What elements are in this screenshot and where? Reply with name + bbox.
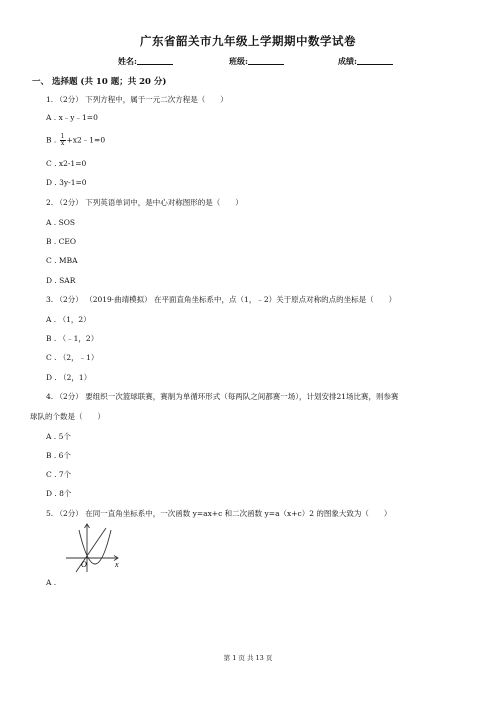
- question-3-option-c: C . （2，﹣1）: [46, 353, 99, 362]
- name-label: 姓名:: [118, 56, 137, 66]
- section-heading: 一、 选择题 (共 10 题；共 20 分): [32, 77, 167, 87]
- question-1-option-c: C . x2-1=0: [46, 159, 87, 168]
- page-title: 广东省韶关市九年级上学期期中数学试卷: [140, 34, 356, 48]
- question-3-stem: 3. （2分） （2019·曲靖模拟） 在平面直角坐标系中，点（1，﹣2）关于原点对称的点的坐标是（ ）: [46, 295, 397, 304]
- question-4-option-d: D . 8个: [46, 489, 72, 498]
- option-a-graph: [62, 522, 124, 574]
- question-3-option-a: A . （1，2）: [46, 315, 91, 324]
- question-1-option-a: A . x﹣y﹣1=0: [46, 113, 98, 122]
- name-field: [118, 56, 173, 67]
- x-axis-label: x: [115, 560, 119, 569]
- option-b-prefix: B .: [46, 135, 57, 145]
- question-4-option-a: A . 5个: [46, 432, 71, 441]
- origin-label: O: [81, 560, 87, 569]
- parabola-curve: [79, 530, 111, 564]
- question-2-option-b: B . CEO: [46, 237, 77, 246]
- class-label: 班级:: [229, 56, 248, 66]
- page-footer: 第 1 页 共 13 页: [223, 654, 273, 662]
- question-2-option-c: C . MBA: [46, 256, 78, 265]
- score-label: 成绩:: [338, 56, 357, 66]
- fraction-denominator: x: [60, 140, 65, 147]
- question-5-stem: 5. （2分） 在同一直角坐标系中，一次函数 y=ax+c 和二次函数 y=a（x+c）2 的图象大致为（ ）: [46, 509, 392, 518]
- fraction-numerator: 1: [60, 133, 65, 140]
- class-blank: [248, 56, 284, 65]
- question-5-option-a: A .: [46, 578, 57, 587]
- question-3-option-b: B . （﹣1，2）: [46, 334, 99, 343]
- question-1-option-d: D . 3y-1=0: [46, 178, 87, 187]
- question-2-stem: 2. （2分） 下列英语单词中，是中心对称图形的是（ ）: [46, 198, 243, 207]
- question-3-option-d: D . （2，1）: [46, 373, 92, 382]
- question-4-stem: 4. （2分） 要组织一次篮球联赛，赛制为单循环形式（每两队之间都赛一场），计划安排21场比赛，则参赛: [46, 392, 399, 401]
- question-4-option-c: C . 7个: [46, 470, 72, 479]
- question-4-option-b: B . 6个: [46, 451, 71, 460]
- option-b-rest: +x2﹣1=0: [66, 135, 106, 145]
- fraction: [60, 134, 66, 147]
- score-blank: [357, 56, 393, 65]
- score-field: [338, 56, 393, 67]
- question-2-option-a: A . SOS: [46, 218, 75, 227]
- question-2-option-d: D . SAR: [46, 276, 76, 285]
- question-1-option-b: [46, 134, 105, 147]
- question-4-stem-continued: 球队的个数是（ ）: [30, 412, 105, 421]
- question-1-stem: 1. （2分） 下列方程中，属于一元二次方程是（ ）: [46, 95, 228, 104]
- name-blank: [137, 56, 173, 65]
- class-field: [229, 56, 284, 67]
